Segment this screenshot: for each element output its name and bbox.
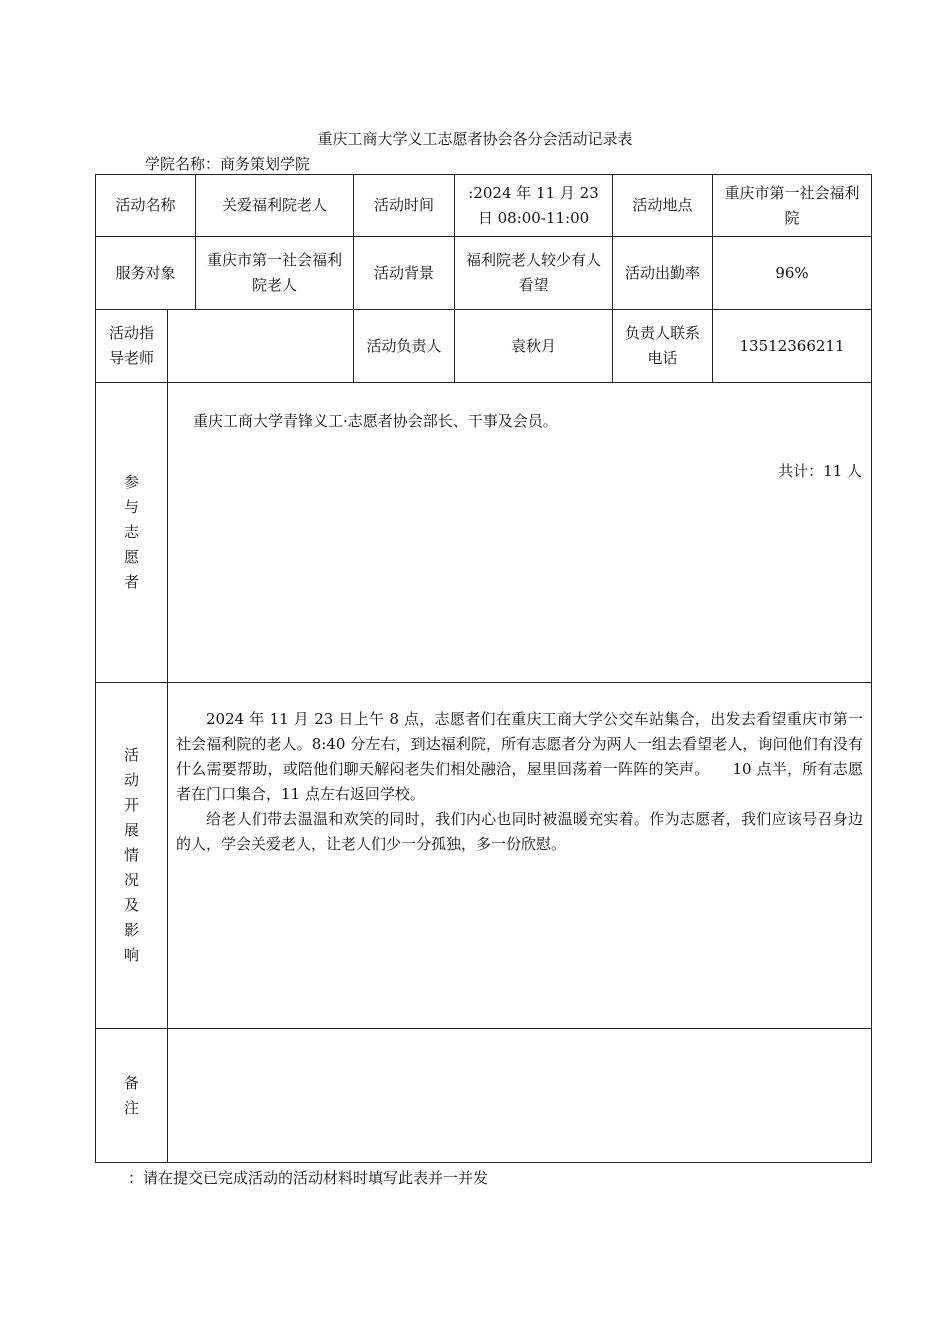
activity-place-value: 重庆市第一社会福利院 — [713, 175, 872, 237]
activity-time-label: 活动时间 — [354, 175, 455, 237]
footnote: ：请在提交已完成活动的活动材料时填写此表并一并发 — [128, 1169, 489, 1187]
activity-record-table — [95, 174, 872, 1163]
activity-background-label: 活动背景 — [354, 237, 455, 310]
remarks-label-char: 注 — [123, 1098, 139, 1117]
table-row — [96, 175, 872, 237]
activity-label-char: 活 — [123, 746, 139, 764]
activity-progress-label — [96, 683, 168, 1029]
table-row — [96, 383, 872, 683]
leader-phone-label: 负责人联系电话 — [613, 310, 713, 383]
leader-phone-value: 13512366211 — [713, 310, 872, 383]
table-row — [96, 310, 872, 383]
advisor-teacher-label: 活动指导老师 — [96, 310, 168, 383]
activity-leader-label: 活动负责人 — [354, 310, 455, 383]
college-line — [145, 153, 310, 174]
volunteers-label-char: 者 — [123, 573, 139, 591]
activity-background-value: 福利院老人较少有人看望 — [455, 237, 613, 310]
volunteers-label-char: 志 — [123, 523, 139, 541]
volunteers-text: 重庆工商大学青锋义工·志愿者协会部长、干事及会员。 — [193, 412, 558, 430]
table-row — [96, 237, 872, 310]
table-row — [96, 1029, 872, 1163]
document-title: 重庆工商大学义工志愿者协会各分会活动记录表 — [317, 130, 633, 148]
activity-progress-content — [168, 683, 872, 1029]
remarks-label — [96, 1029, 168, 1163]
activity-paragraph-2: 给老人们带去温温和欢笑的同时，我们内心也同时被温暖充实着。作为志愿者，我们应该号召身边的人，学会关爱老人，让老人们少一分孤独，多一份欣慰。 — [176, 810, 864, 853]
attendance-rate-value: 96% — [713, 237, 872, 310]
activity-label-char: 况 — [123, 871, 139, 889]
activity-label-char: 响 — [123, 946, 139, 964]
volunteers-label — [96, 383, 168, 683]
activity-label-char: 影 — [123, 921, 139, 939]
volunteers-total: 共计：11 人 — [778, 462, 863, 480]
activity-label-char: 及 — [123, 896, 139, 914]
remarks-content — [168, 1029, 872, 1163]
activity-label-char: 展 — [123, 821, 139, 839]
activity-label-char: 开 — [123, 796, 139, 814]
activity-name-label: 活动名称 — [96, 175, 196, 237]
table-row — [96, 683, 872, 1029]
volunteers-label-char: 愿 — [123, 548, 139, 566]
activity-place-label: 活动地点 — [613, 175, 713, 237]
activity-paragraph-1: 2024 年 11 月 23 日上午 8 点，志愿者们在重庆工商大学公交车站集合，出发去看望重庆市第一社会福利院的老人。8:40 分左右，到达福利院，所有志愿者分为两人一组去看望老人，询问他们有没有什么需要帮助，或陪他们聊天解闷老失们相处融洽，屋里回荡着一阵阵的笑声。 10 点半，所有志愿者在门口集合，11 点左右返回学校。 — [176, 710, 864, 803]
service-target-value: 重庆市第一社会福利院老人 — [196, 237, 354, 310]
activity-name-value: 关爱福利院老人 — [196, 175, 354, 237]
advisor-teacher-value — [168, 310, 354, 383]
college-name: 商务策划学院 — [220, 155, 311, 173]
college-label: 学院名称： — [145, 155, 221, 173]
attendance-rate-label: 活动出勤率 — [613, 237, 713, 310]
service-target-label: 服务对象 — [96, 237, 196, 310]
activity-leader-value: 袁秋月 — [455, 310, 613, 383]
activity-time-value: :2024 年 11 月 23 日 08:00-11:00 — [455, 175, 613, 237]
volunteers-content — [168, 383, 872, 683]
remarks-label-char: 备 — [123, 1073, 139, 1092]
activity-label-char: 情 — [123, 846, 139, 864]
volunteers-label-char: 参 — [123, 473, 139, 491]
activity-label-char: 动 — [123, 771, 139, 789]
volunteers-label-char: 与 — [123, 498, 139, 516]
